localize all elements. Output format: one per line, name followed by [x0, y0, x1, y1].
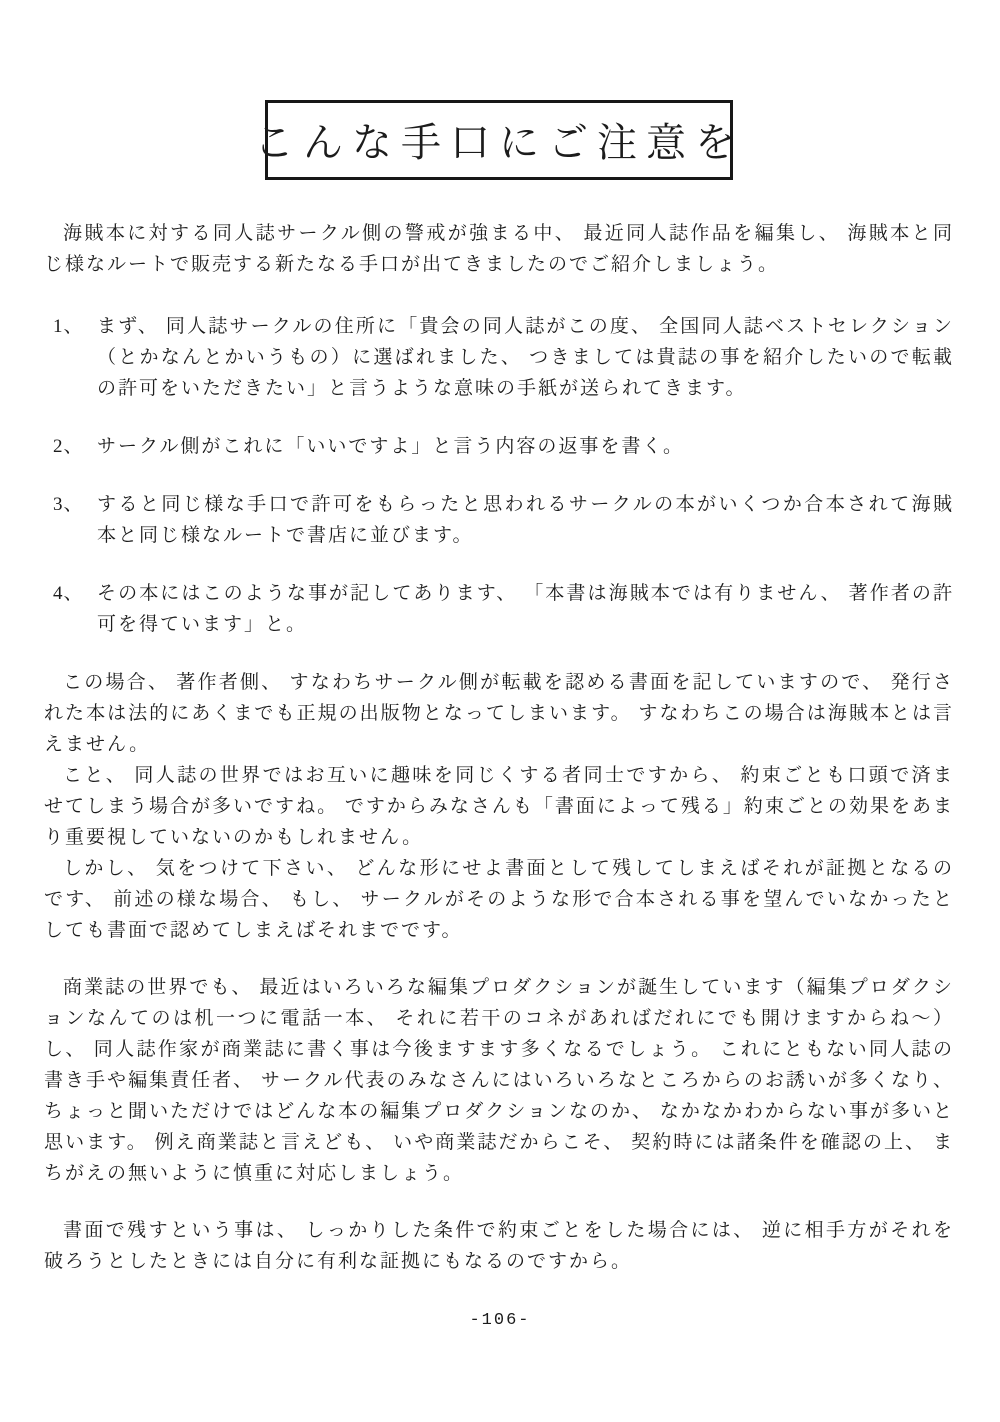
- list-item-number: 1、: [53, 316, 84, 337]
- title-box: [254, 100, 744, 180]
- body-paragraph: しかし、 気をつけて下さい、 どんな形にせよ書面として残してしまえばそれが証拠となるのです、 前述の様な場合、 もし、 サークルがそのような形で合本される事を望んでいなかったとしても書面で認めてしまえばそれまでです。: [44, 858, 954, 941]
- list-item-number: 2、: [53, 436, 84, 457]
- numbered-list: [44, 311, 954, 640]
- body-paragraph: こと、 同人誌の世界ではお互いに趣味を同じくする者同士ですから、 約束ごとも口頭で済ませてしまう場合が多いですね。 ですからみなさんも「書面によって残る」約束ごとの効果をあまり重要視していないのかもしれません。: [44, 765, 954, 848]
- page-title: こんな手口にご注意を: [254, 119, 744, 165]
- body-paragraph: 書面で残すという事は、 しっかりした条件で約束ごとをした場合には、 逆に相手方がそれを破ろうとしたときには自分に有利な証拠にもなるのですから。: [44, 1220, 954, 1272]
- body-paragraph: この場合、 著作者側、 すなわちサークル側が転載を認める書面を記していますので、 発行された本は法的にあくまでも正規の出版物となってしまいます。 すなわちこの場合は海賊本とは言えません。: [44, 672, 954, 755]
- list-item-text: まず、 同人誌サークルの住所に「貴会の同人誌がこの度、 全国同人誌ベストセレクション（とかなんとかいうもの）に選ばれました、 つきましては貴誌の事を紹介したいので転載の許可をいただきたい」と言うような意味の手紙が送られてきます。: [97, 316, 954, 399]
- document-body: [44, 218, 954, 1277]
- list-item-text: サークル側がこれに「いいですよ」と言う内容の返事を書く。: [97, 436, 685, 457]
- list-item-3: [44, 489, 954, 551]
- page-number: -106-: [469, 1311, 531, 1330]
- list-item-number: 3、: [53, 494, 84, 515]
- body-paragraph: 商業誌の世界でも、 最近はいろいろな編集プロダクションが誕生しています（編集プロダクションなんてのは机一つに電話一本、 それに若干のコネがあればだれにでも開けますからね～）し、 同人誌作家が商業誌に書く事は今後ますます多くなるでしょう。 これにともない同人誌の書き手や編集責任者、 サークル代表のみなさんにはいろいろなところからのお誘いが多くなり、 ちょっと聞いただけではどんな本の編集プロダクションなのか、 なかなかわからない事が多いと思います。 例え商業誌と言えども、 いや商業誌だからこそ、 契約時には諸条件を確認の上、 まちがえの無いように慎重に対応しましょう。: [44, 977, 954, 1184]
- list-item-4: [44, 578, 954, 640]
- paragraph-block: [44, 667, 954, 1277]
- list-item-text: その本にはこのような事が記してあります、 「本書は海賊本では有りません、 著作者の許可を得ています」と。: [97, 583, 954, 635]
- list-item-1: [44, 311, 954, 404]
- list-item-text: すると同じ様な手口で許可をもらったと思われるサークルの本がいくつか合本されて海賊本と同じ様なルートで書店に並びます。: [97, 494, 954, 546]
- list-item-number: 4、: [53, 583, 84, 604]
- list-item-2: [44, 431, 954, 462]
- intro-paragraph: 海賊本に対する同人誌サークル側の警戒が強まる中、 最近同人誌作品を編集し、 海賊本と同じ様なルートで販売する新たなる手口が出てきましたのでご紹介しましょう。: [44, 223, 954, 275]
